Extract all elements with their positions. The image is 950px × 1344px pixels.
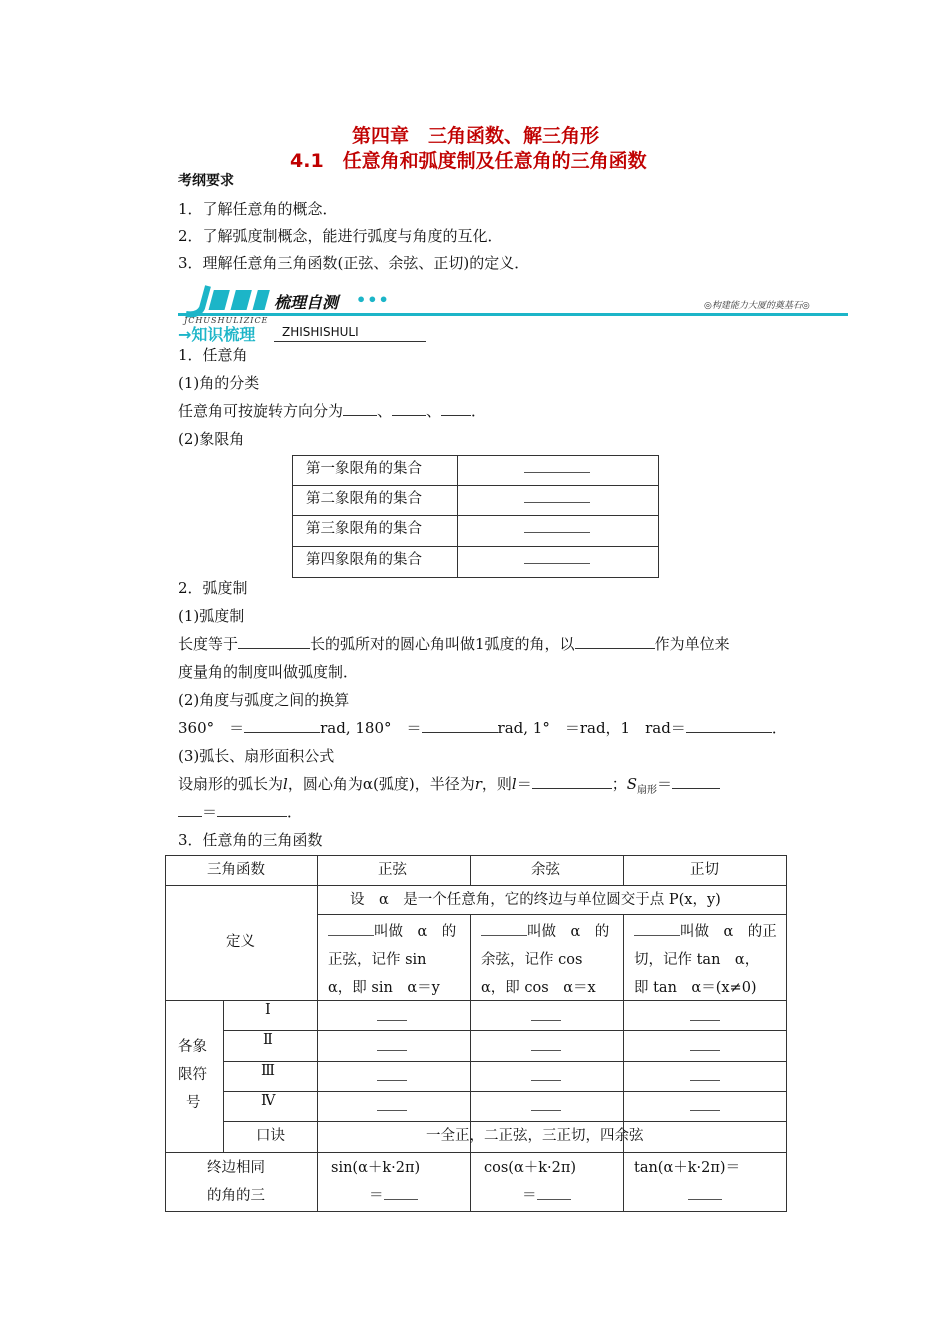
text: 叫做 α 的正	[680, 924, 777, 940]
blank	[244, 718, 320, 733]
text: ，则	[481, 775, 512, 793]
table-divider	[223, 1030, 786, 1031]
text: tan(α＋k·2π)＝	[634, 1160, 741, 1176]
text: sin(α＋k·2π)	[331, 1160, 421, 1176]
table-divider	[223, 1091, 786, 1092]
section-title: 4.1 任意角和弧度制及任意角的三角函数	[290, 150, 647, 172]
blank	[217, 802, 287, 817]
text: 设扇形的弧长为	[178, 775, 284, 793]
sec2-p3: 度量角的制度叫做弧度制．	[178, 663, 359, 681]
var-l: l	[511, 775, 517, 793]
blank	[422, 718, 498, 733]
blank	[531, 1038, 561, 1055]
text: ，圆心角为	[287, 775, 363, 793]
text: 长的弧所对的圆心角叫做1弧度的角，以	[310, 635, 575, 653]
banner-pinyin: JCHUSHULIZICE	[184, 316, 269, 325]
var-l: l	[283, 775, 288, 793]
chapter-title: 第四章 三角函数、解三角形	[352, 125, 600, 147]
arrow-icon: →	[178, 325, 192, 344]
table-divider	[470, 914, 471, 1211]
mnemonic-text: 一全正，二正弦，三正切，四余弦	[426, 1128, 644, 1144]
blank	[377, 1008, 407, 1025]
text: 的角的三	[207, 1188, 265, 1204]
table-divider	[457, 455, 458, 577]
table-divider	[292, 546, 658, 547]
quadrant-label: Ⅱ	[263, 1032, 273, 1048]
last-tan	[634, 1154, 740, 1210]
text: 即 tan α＝(x≠0)	[634, 980, 757, 996]
text: 、	[377, 402, 393, 420]
blank	[238, 634, 310, 649]
table-divider	[317, 914, 786, 915]
text: 、	[426, 402, 442, 420]
col-header: 正弦	[378, 862, 407, 878]
text: 叫做 α 的	[527, 924, 610, 940]
blank	[377, 1038, 407, 1055]
table-divider	[623, 914, 624, 1211]
last-label	[207, 1154, 265, 1210]
table-divider	[292, 515, 658, 516]
text: 正弦，记作 sin	[328, 952, 427, 968]
text: 各象	[178, 1039, 207, 1055]
table-divider	[165, 1152, 786, 1153]
banner-sub-underline	[274, 341, 426, 342]
text: 终边相同	[207, 1160, 265, 1176]
text: ＝	[516, 775, 532, 793]
blank	[686, 718, 772, 733]
sec2-p6: (3)弧长、扇形面积公式	[178, 747, 335, 765]
blank	[531, 1068, 561, 1085]
text: ＝	[657, 775, 673, 793]
text: ＝	[202, 803, 218, 821]
text: rad, 180° ＝	[320, 719, 422, 737]
table-divider	[470, 855, 471, 885]
blank	[690, 1008, 720, 1025]
text: 切，记作 tan α，	[634, 952, 760, 968]
blank	[531, 1098, 561, 1115]
text: (弧度)，半径为	[372, 775, 475, 793]
text: 任意角可按旋转方向分为	[178, 402, 344, 420]
text: ＝	[369, 1188, 384, 1204]
quadrant-label: Ⅳ	[261, 1093, 276, 1109]
table-row: 第三象限角的集合	[306, 521, 422, 537]
blank	[532, 774, 612, 789]
syllabus-item: 2．了解弧度制概念，能进行弧度与角度的互化．	[178, 227, 503, 245]
table-row: 第一象限角的集合	[306, 461, 422, 477]
blank	[524, 520, 590, 537]
text: ＝	[522, 1188, 537, 1204]
text: 360° ＝	[178, 719, 245, 737]
last-sin	[331, 1154, 420, 1210]
text: 余弦，记作 cos	[481, 952, 583, 968]
table-row: 第二象限角的集合	[306, 491, 422, 507]
blank	[178, 802, 202, 817]
sec2-p7	[178, 773, 720, 796]
sec2-p2	[178, 633, 730, 654]
sec1-p1: (1)角的分类	[178, 374, 260, 392]
text: α，即 cos α＝x	[481, 980, 596, 996]
table-divider	[292, 485, 658, 486]
last-cos	[484, 1154, 576, 1210]
def-tan	[634, 918, 777, 1002]
blank	[575, 634, 655, 649]
var-r: r	[474, 775, 482, 793]
text: 限符	[178, 1067, 207, 1083]
table-row: 第四象限角的集合	[306, 552, 422, 568]
sec2-p1: (1)弧度制	[178, 607, 245, 625]
quadrant-label: Ⅰ	[265, 1002, 271, 1018]
table-divider	[223, 1121, 786, 1122]
syllabus-item: 1．了解任意角的概念．	[178, 200, 338, 218]
text: ；	[611, 775, 627, 793]
blank	[392, 401, 426, 416]
blank	[690, 1038, 720, 1055]
table-divider	[223, 1000, 224, 1152]
banner-rule	[178, 313, 848, 316]
text: rad, 1° ＝rad，1 rad＝	[497, 719, 686, 737]
banner-sub-label	[178, 322, 255, 345]
banner-main-label: 梳理自测	[274, 293, 339, 312]
sec1-p3: (2)象限角	[178, 430, 245, 448]
text: α，即 sin α＝y	[328, 980, 440, 996]
subscript: 扇形	[637, 785, 658, 796]
text: cos(α＋k·2π)	[484, 1160, 577, 1176]
text: 叫做 α 的	[374, 924, 457, 940]
sign-label	[178, 1033, 207, 1117]
var-alpha: α	[362, 775, 373, 793]
banner-sub-pinyin: ZHISHISHULI	[282, 325, 359, 339]
sec2-p8	[178, 801, 302, 822]
blank	[672, 774, 720, 789]
text: 号	[186, 1095, 201, 1111]
table-divider	[317, 855, 318, 1211]
table-divider	[623, 855, 624, 885]
blank	[377, 1098, 407, 1115]
blank	[524, 490, 590, 507]
table-divider	[223, 1061, 786, 1062]
blank	[690, 1098, 720, 1115]
sec2-p4: (2)角度与弧度之间的换算	[178, 691, 350, 709]
blank	[524, 460, 590, 477]
sec2-heading: 2．弧度制	[178, 579, 248, 597]
text: ．	[771, 719, 787, 737]
def-cos	[481, 918, 609, 1002]
banner-sub-text: 知识梳理	[191, 325, 256, 344]
col-header: 三角函数	[207, 862, 265, 878]
def-label: 定义	[226, 934, 255, 950]
col-header: 余弦	[531, 862, 560, 878]
syllabus-heading: 考纲要求	[178, 173, 234, 189]
sec1-p2	[178, 400, 486, 421]
blank	[531, 1008, 561, 1025]
quadrant-label: Ⅲ	[261, 1063, 275, 1079]
banner-slogan: ◎构建能力大厦的奠基石◎	[704, 301, 810, 311]
banner-dots: •••	[356, 290, 390, 309]
text: 长度等于	[178, 635, 239, 653]
table-divider	[165, 885, 786, 886]
text: ．	[471, 402, 487, 420]
sec2-p5	[178, 717, 787, 738]
blank	[343, 401, 377, 416]
mnemonic-label: 口诀	[256, 1128, 285, 1144]
def-common: 设 α 是一个任意角，它的终边与单位圆交于点 P(x，y)	[350, 892, 721, 908]
text: ．	[287, 803, 303, 821]
blank	[524, 551, 590, 568]
var-s: S	[626, 775, 638, 793]
blank	[690, 1068, 720, 1085]
blank	[377, 1068, 407, 1085]
syllabus-item: 3．理解任意角三角函数(正弦、余弦、正切)的定义．	[178, 254, 530, 272]
sec3-heading: 3．任意角的三角函数	[178, 831, 323, 849]
blank	[441, 401, 471, 416]
sec1-heading: 1．任意角	[178, 346, 248, 364]
text: 作为单位来	[654, 635, 730, 653]
col-header: 正切	[690, 862, 719, 878]
def-sin	[328, 918, 456, 1002]
